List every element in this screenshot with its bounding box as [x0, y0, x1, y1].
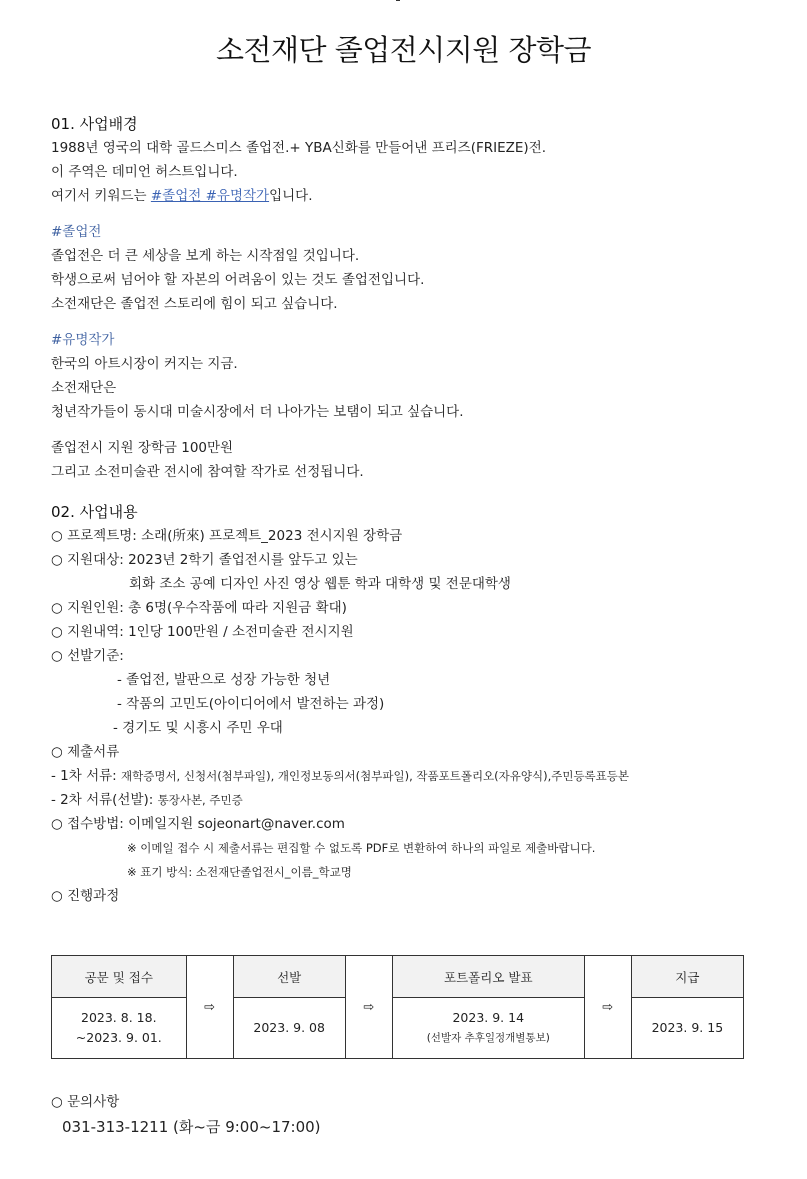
step-header: 지급: [631, 956, 743, 998]
arrow-icon: ⇨: [186, 956, 233, 1059]
step-date: [631, 998, 743, 1059]
apply-note: ※ 표기 방식: 소전재단졸업전시_이름_학교명: [127, 865, 352, 879]
support-target-cont: 회화 조소 공예 디자인 사진 영상 웹툰 학과 대학생 및 전문대학생: [129, 576, 511, 592]
background-line: 이 주역은 데미언 허스트입니다.: [51, 164, 238, 180]
step-header: 포트폴리오 발표: [392, 956, 584, 998]
criteria-item: - 졸업전, 발판으로 성장 가능한 청년: [117, 672, 331, 688]
process-header-row: [52, 956, 744, 998]
background-line: 1988년 영국의 대학 골드스미스 졸업전.+ YBA신화를 만들어낸 프리즈(FRIEZE)전.: [51, 140, 547, 156]
keyword-line: [51, 184, 771, 208]
page-title: 소전재단 졸업전시지원 장학금: [215, 33, 592, 67]
top-mark: [396, 0, 400, 1]
criteria-label: ○ 선발기준:: [51, 648, 124, 664]
apply-method: ○ 접수방법: 이메일지원 sojeonart@naver.com: [51, 816, 345, 832]
arrow-icon: ⇨: [345, 956, 392, 1059]
section-heading-background: 01. 사업배경: [51, 115, 138, 133]
step-date: [52, 998, 187, 1059]
docs-first-list: 재학증명서, 신청서(첨부파일), 개인정보동의서(첨부파일), 작품포트폴리오(자유양식),주민등록표등본: [121, 769, 629, 783]
docs-second-prefix: - 2차 서류(선발):: [51, 792, 158, 808]
contact-label: ○ 문의사항: [51, 1094, 120, 1110]
support-benefit: ○ 지원내역: 1인당 100만원 / 소전미술관 전시지원: [51, 624, 354, 640]
docs-first-prefix: - 1차 서류:: [51, 768, 122, 784]
docs-second: [51, 788, 771, 812]
support-target: ○ 지원대상: 2023년 2학기 졸업전시를 앞두고 있는: [51, 552, 358, 568]
contact-section: [51, 1090, 321, 1140]
document-body: [51, 112, 771, 908]
closing-line: 그리고 소전미술관 전시에 참여할 작가로 선정됩니다.: [51, 464, 364, 480]
step-note: (선발자 추후일정개별통보): [426, 1032, 550, 1044]
arrow-icon: ⇨: [584, 956, 631, 1059]
graduation-line: 졸업전은 더 큰 세상을 보게 하는 시작점일 것입니다.: [51, 248, 360, 264]
artist-line: 소전재단은: [51, 380, 117, 396]
project-name: ○ 프로젝트명: 소래(所來) 프로젝트_2023 전시지원 장학금: [51, 528, 403, 544]
docs-first: [51, 764, 771, 788]
step-date: [233, 998, 345, 1059]
docs-second-list: 통장사본, 주민증: [157, 793, 243, 807]
step-date: [392, 998, 584, 1059]
keyword-prefix: 여기서 키워드는: [51, 188, 151, 204]
criteria-item: - 경기도 및 시흥시 주민 우대: [113, 720, 283, 736]
step-header: 공문 및 접수: [52, 956, 187, 998]
tag-graduation: #졸업전: [51, 224, 102, 240]
keyword-link[interactable]: #졸업전 #유명작가: [150, 188, 270, 204]
section-heading-details: 02. 사업내용: [51, 503, 138, 521]
artist-line: 청년작가들이 동시대 미술시장에서 더 나아가는 보탬이 되고 싶습니다.: [51, 404, 464, 420]
criteria-item: - 작품의 고민도(아이디어에서 발전하는 과정): [117, 696, 385, 712]
step-date-line: 2023. 9. 08: [253, 1020, 325, 1035]
step-date-line: 2023. 9. 15: [651, 1020, 724, 1035]
contact-phone: 031-313-1211 (화~금 9:00~17:00): [62, 1118, 321, 1136]
step-date-line: ~2023. 9. 01.: [75, 1030, 162, 1045]
tag-famous-artist: #유명작가: [51, 332, 115, 348]
support-count: ○ 지원인원: 총 6명(우수작품에 따라 지원금 확대): [51, 600, 347, 616]
step-date-line: 2023. 8. 18.: [81, 1010, 157, 1025]
step-header: 선발: [233, 956, 345, 998]
apply-note: ※ 이메일 접수 시 제출서류는 편집할 수 없도록 PDF로 변환하여 하나의 파일로 제출바랍니다.: [127, 841, 596, 855]
keyword-suffix: 입니다.: [269, 188, 313, 204]
process-label: ○ 진행과정: [51, 888, 120, 904]
docs-label: ○ 제출서류: [51, 744, 120, 760]
graduation-line: 학생으로써 넘어야 할 자본의 어려움이 있는 것도 졸업전입니다.: [51, 272, 425, 288]
process-date-row: [52, 998, 744, 1059]
graduation-line: 소전재단은 졸업전 스토리에 힘이 되고 싶습니다.: [51, 296, 338, 312]
process-table: [51, 955, 744, 1059]
step-date-line: 2023. 9. 14: [452, 1010, 525, 1025]
artist-line: 한국의 아트시장이 커지는 지금.: [51, 356, 238, 372]
closing-line: 졸업전시 지원 장학금 100만원: [51, 440, 234, 456]
